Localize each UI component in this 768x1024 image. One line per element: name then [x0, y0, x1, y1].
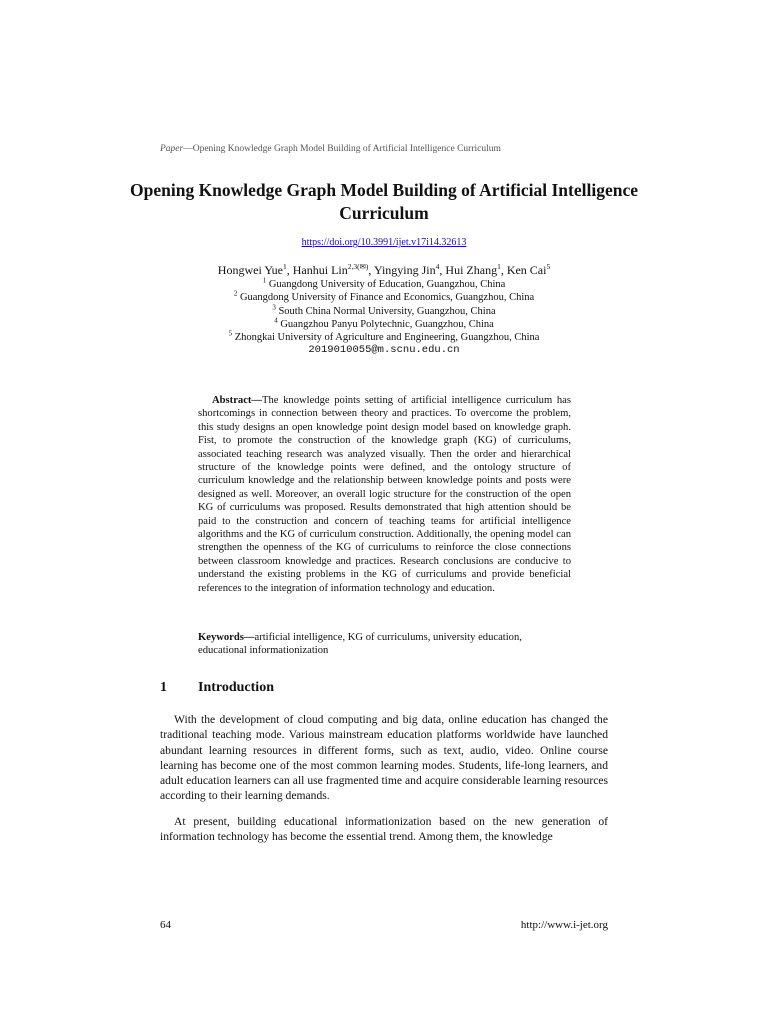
journal-url[interactable]: http://www.i-jet.org: [520, 919, 608, 931]
section-heading: [160, 680, 274, 696]
keywords-text: artificial intelligence, KG of curriculums, university education, educational informationization: [198, 632, 522, 657]
affiliation-text: Guangzhou Panyu Polytechnic, Guangzhou, China: [280, 318, 494, 330]
author-affiliation-mark: 1: [283, 262, 287, 271]
body-paragraph: With the development of cloud computing and big data, online education has changed the traditional teaching mode. Various mainstream education platforms worldwide have launched abundant learning resources in different forms, such as text, audio, video. Online course learning has become one of the most common learning modes. Students, life-long learners, and adult education learners can all use fragmented time and acquire considerable learning resources according to their learning demands.: [160, 713, 608, 803]
affiliation-list: [160, 278, 608, 358]
running-header-label: Paper: [160, 144, 184, 154]
paper-title: Opening Knowledge Graph Model Building of Artificial Intelligence Curriculum: [130, 180, 639, 223]
running-header-separator: —: [183, 144, 193, 154]
running-header-title: Opening Knowledge Graph Model Building of Artificial Intelligence Curriculum: [192, 144, 501, 154]
author-affiliation-mark: 4: [435, 262, 440, 271]
affiliation-text: Guangdong University of Education, Guangzhou, China: [268, 279, 506, 290]
author-name: Hui Zhang: [445, 263, 498, 277]
author-list: [160, 263, 608, 277]
affiliation-mark: 4: [274, 316, 278, 325]
page-number: 64: [160, 919, 171, 931]
author-name: Hanhui Lin: [292, 263, 348, 277]
section-number: 1: [160, 680, 167, 695]
author-name: Hongwei Yue: [217, 263, 283, 277]
author-separator: ,: [368, 263, 374, 277]
author-name: Ken Cai: [506, 263, 547, 277]
keywords-label: Keywords—: [198, 632, 255, 643]
affiliation-mark: 2: [233, 289, 238, 298]
affiliation-mark: 1: [262, 276, 267, 285]
affiliation-mark: 3: [272, 303, 276, 312]
section-title: Introduction: [198, 680, 274, 695]
author-separator: ,: [439, 263, 446, 277]
author-separator: ,: [286, 263, 293, 277]
abstract-label: Abstract—: [212, 395, 263, 406]
author-separator: ,: [500, 263, 507, 277]
abstract-text: The knowledge points setting of artificial intelligence curriculum has shortcomings in connection between theory and practices. To overcome the problem, this study designs an open knowledge point design model based on knowledge graph. Fist, to promote the construction of the knowledge graph (KG) of curriculums, associated teaching research was analyzed visually. Then the order and hierarchical structure of the knowledge points were defined, and the ontology structure of curriculum knowledge and the relationship between knowledge points and posts were designed as well. Moreover, an overall logic structure for the construction of the open KG of curriculums was proposed. Results demonstrated that high attention should be paid to the construction and concern of teaching teams for artificial intelligence algorithms and the KG of curriculum construction. Additionally, the opening model can strengthen the openness of the KG of curriculums to reinforce the close connections between classroom knowledge and practices. Research conclusions are conducive to understand the existing problems in the KG of curriculums and provide beneficial references to the integration of information technology and education.: [198, 395, 571, 594]
affiliation-item: [160, 291, 608, 304]
abstract: [198, 394, 571, 595]
author-affiliation-mark: 1: [497, 262, 501, 271]
affiliation-item: [160, 305, 608, 318]
author-affiliation-mark: 5: [546, 262, 551, 271]
author-email[interactable]: 2019010055@m.scnu.edu.cn: [308, 344, 460, 357]
body-paragraph: At present, building educational informationization based on the new generation of information technology has become the essential trend. Among them, the knowledge: [160, 815, 608, 844]
affiliation-text: Guangdong University of Finance and Economics, Guangzhou, China: [239, 292, 535, 304]
affiliation-item: [160, 278, 608, 291]
author-affiliation-mark: 2,3(✉): [347, 262, 369, 271]
affiliation-mark: 5: [228, 329, 233, 338]
doi-link[interactable]: https://doi.org/10.3991/ijet.v17i14.32613: [301, 237, 467, 248]
affiliation-item: [160, 331, 608, 344]
author-name: Yingying Jin: [373, 263, 436, 277]
affiliation-text: Zhongkai University of Agriculture and Engineering, Guangzhou, China: [234, 332, 540, 344]
running-header: [160, 144, 620, 154]
keywords: [198, 631, 571, 658]
affiliation-text: South China Normal University, Guangzhou, China: [278, 305, 496, 317]
affiliation-item: [160, 318, 608, 331]
